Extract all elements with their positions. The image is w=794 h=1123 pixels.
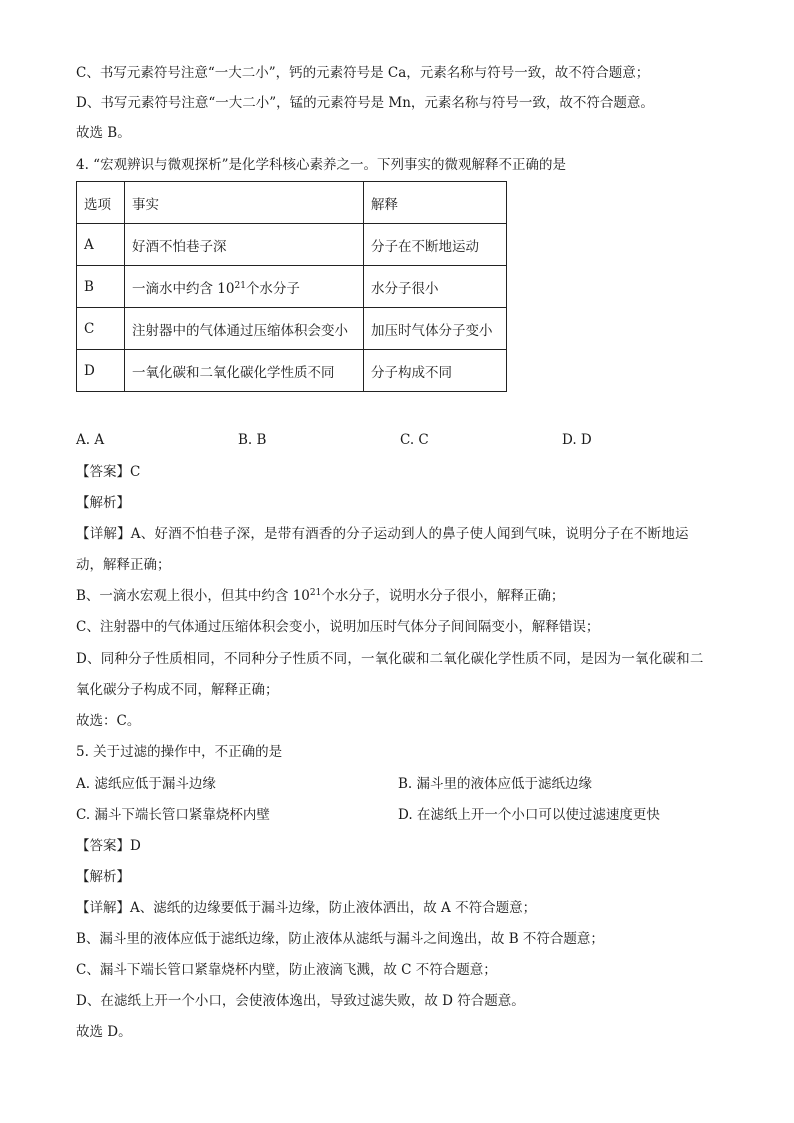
choice-b: B. B — [238, 432, 267, 448]
detail-line: 氧化碳分子构成不同，解释正确； — [76, 682, 279, 698]
analysis-label: 【解析】 — [76, 869, 130, 885]
detail-line: D、同种分子性质相同，不同种分子性质不同，一氧化碳和二氧化碳化学性质不同，是因为一氧化碳和二 — [76, 651, 704, 667]
question-4-stem: 4. “宏观辨识与微观探析”是化学科核心素养之一。下列事实的微观解释不正确的是 — [76, 157, 566, 173]
fact-text: 个水分子 — [245, 280, 300, 297]
detail-text: B、一滴水宏观上很小，但其中约含 10 — [76, 588, 310, 604]
table-header-cell: 事实 — [125, 182, 364, 224]
choice-a: A. 滤纸应低于漏斗边缘 — [76, 776, 216, 792]
detail-text: 个水分子，说明水分子很小，解释正确； — [321, 588, 565, 604]
table-row — [77, 350, 507, 392]
detail-line: C、注射器中的气体通过压缩体积会变小，说明加压时气体分子间间隔变小，解释错误； — [76, 619, 600, 635]
choice-d: D. D — [562, 432, 592, 448]
fact-cell: 注射器中的气体通过压缩体积会变小 — [125, 308, 364, 350]
question-5-stem: 5. 关于过滤的操作中，不正确的是 — [76, 744, 283, 760]
explanation-cell: 水分子很小 — [364, 266, 507, 308]
table-header-cell: 解释 — [364, 182, 507, 224]
option-cell: D — [77, 350, 125, 392]
fact-cell — [125, 266, 364, 308]
table-row — [77, 224, 507, 266]
exponent: 21 — [309, 588, 322, 598]
fact-text: 一滴水中约含 10 — [132, 280, 235, 297]
explanation-cell: 分子构成不同 — [364, 350, 507, 392]
choice-d: D. 在滤纸上开一个小口可以使过滤速度更快 — [398, 807, 660, 823]
detail-line: C、漏斗下端长管口紧靠烧杯内壁，防止液滴飞溅，故 C 不符合题意； — [76, 962, 497, 978]
option-cell: C — [77, 308, 125, 350]
choice-b: B. 漏斗里的液体应低于滤纸边缘 — [398, 776, 593, 792]
conclusion-line: 故选 D。 — [76, 1024, 132, 1040]
fact-cell: 一氧化碳和二氧化碳化学性质不同 — [125, 350, 364, 392]
answer-label: 【答案】D — [76, 838, 141, 854]
text-line: 故选 B。 — [76, 125, 131, 141]
table-header-row — [77, 182, 507, 224]
question-4-table — [76, 181, 507, 392]
detail-line: 【详解】A、好酒不怕巷子深，是带有酒香的分子运动到人的鼻子使人闻到气味，说明分子在不断地运 — [76, 526, 689, 542]
fact-cell: 好酒不怕巷子深 — [125, 224, 364, 266]
text-line: D、书写元素符号注意“一大二小”，锰的元素符号是 Mn，元素名称与符号一致，故不符合题意。 — [76, 95, 654, 111]
detail-line — [76, 586, 564, 606]
choice-a: A. A — [76, 432, 105, 448]
option-cell: A — [77, 224, 125, 266]
answer-label: 【答案】C — [76, 464, 141, 480]
analysis-label: 【解析】 — [76, 495, 130, 511]
option-cell: B — [77, 266, 125, 308]
table-header-cell: 选项 — [77, 182, 125, 224]
choice-c: C. 漏斗下端长管口紧靠烧杯内壁 — [76, 807, 270, 823]
choice-c: C. C — [400, 432, 429, 448]
explanation-cell: 加压时气体分子变小 — [364, 308, 507, 350]
detail-line: D、在滤纸上开一个小口，会使液体逸出，导致过滤失败，故 D 符合题意。 — [76, 993, 525, 1009]
conclusion-line: 故选：C。 — [76, 713, 141, 729]
text-line: C、书写元素符号注意“一大二小”，钙的元素符号是 Ca，元素名称与符号一致，故不符合题意； — [76, 65, 650, 81]
detail-line: 【详解】A、滤纸的边缘要低于漏斗边缘，防止液体洒出，故 A 不符合题意； — [76, 900, 537, 916]
detail-line: B、漏斗里的液体应低于滤纸边缘，防止液体从滤纸与漏斗之间逸出，故 B 不符合题意； — [76, 931, 604, 947]
detail-line: 动，解释正确； — [76, 557, 171, 573]
exponent: 21 — [234, 280, 246, 291]
explanation-cell: 分子在不断地运动 — [364, 224, 507, 266]
table-row — [77, 266, 507, 308]
table-row — [77, 308, 507, 350]
